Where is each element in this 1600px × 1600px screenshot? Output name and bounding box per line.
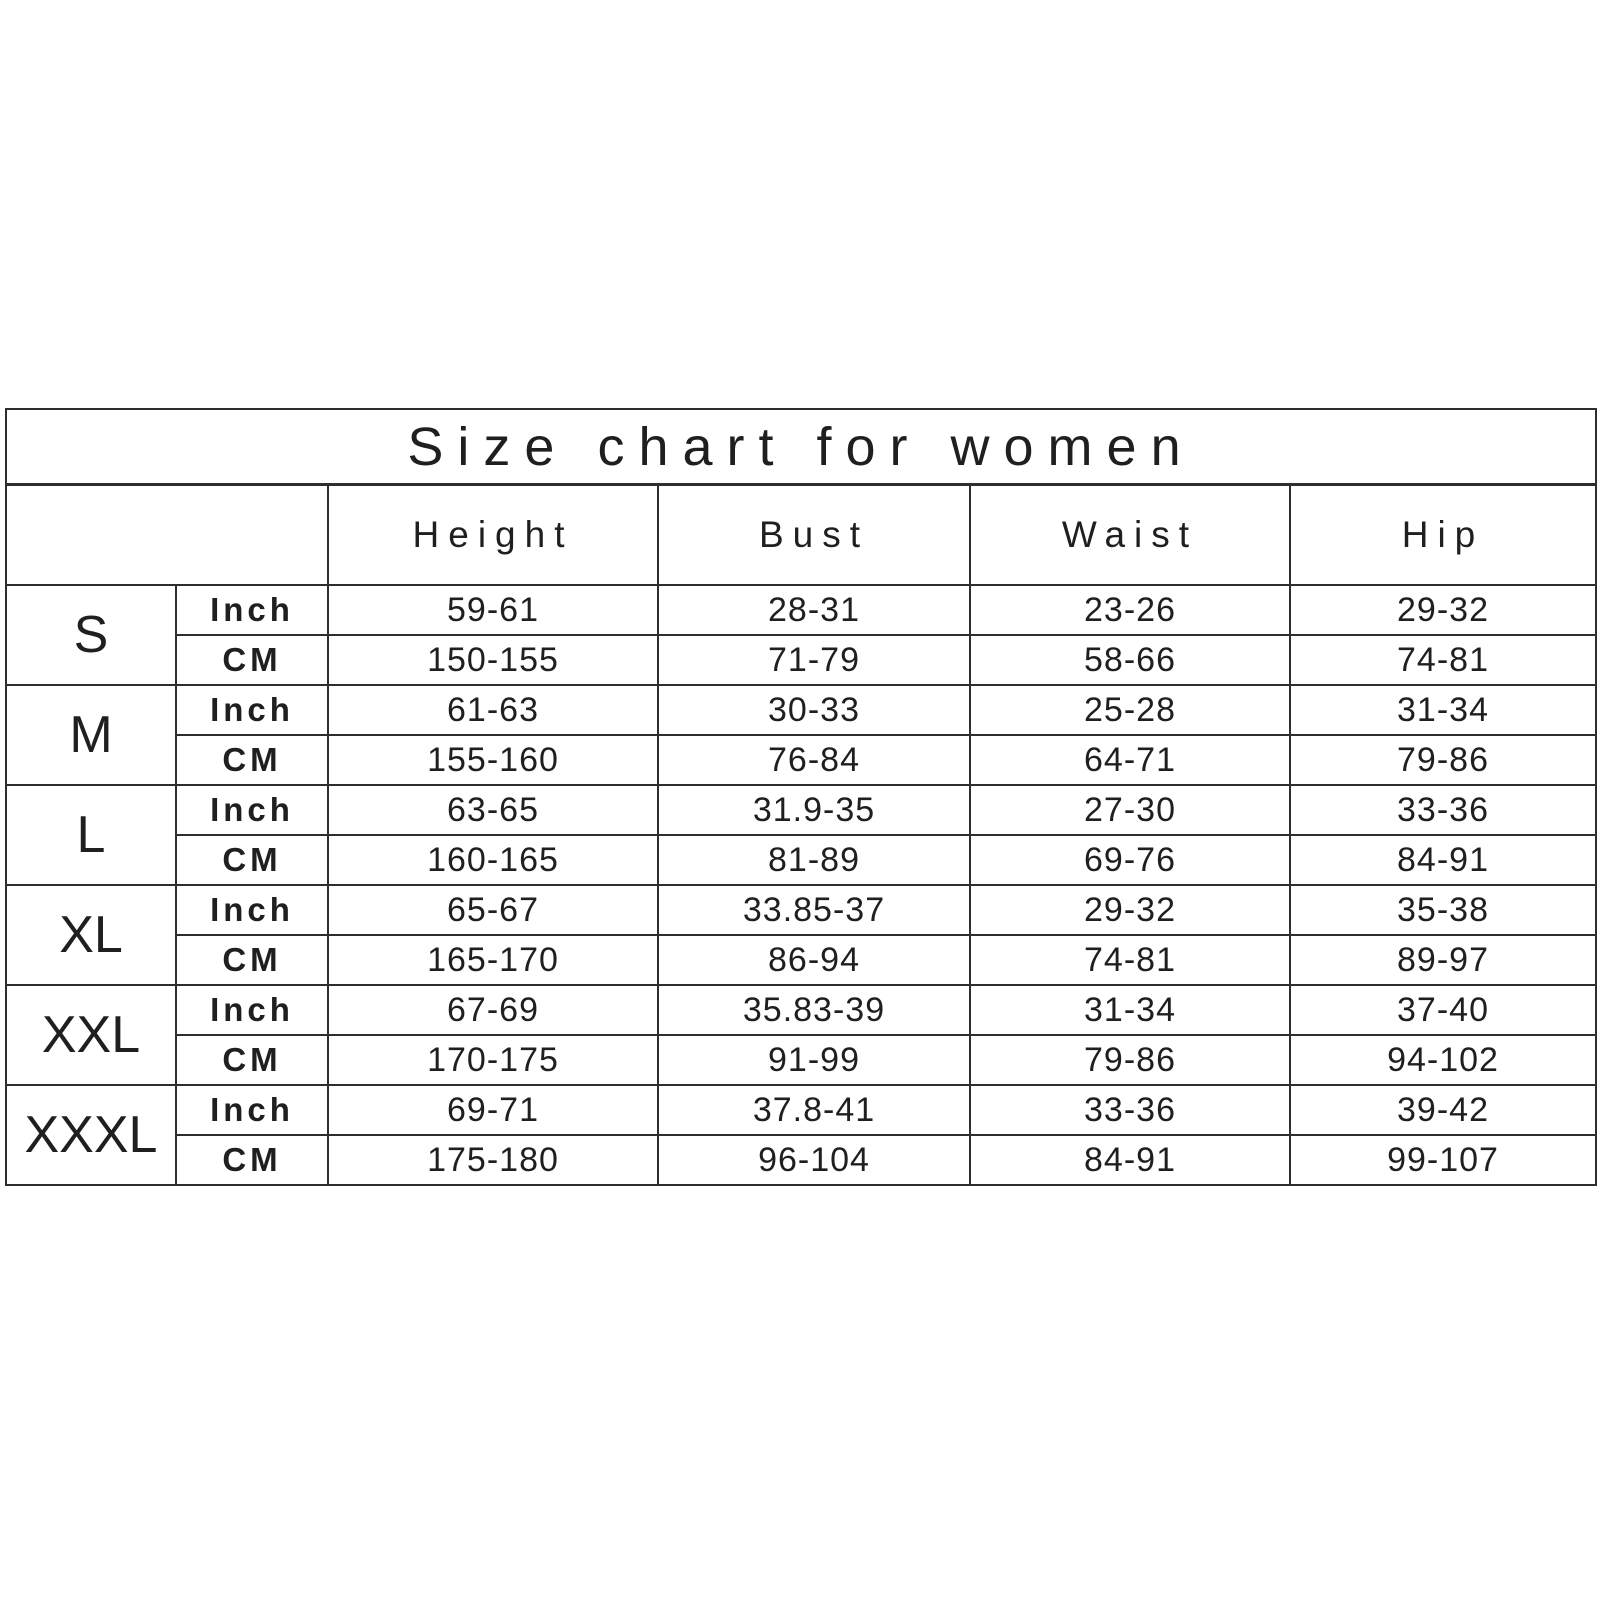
height-value: 160-165 — [328, 835, 658, 885]
corner-empty-cell — [6, 485, 328, 586]
hip-value: 99-107 — [1290, 1135, 1596, 1185]
waist-value: 58-66 — [970, 635, 1290, 685]
unit-label: CM — [176, 1035, 328, 1085]
unit-label: Inch — [176, 985, 328, 1035]
hip-value: 37-40 — [1290, 985, 1596, 1035]
table-row-s-inch — [6, 585, 1596, 635]
height-value: 69-71 — [328, 1085, 658, 1135]
waist-value: 25-28 — [970, 685, 1290, 735]
bust-value: 35.83-39 — [658, 985, 970, 1035]
size-label-l: L — [6, 785, 176, 885]
unit-label: CM — [176, 635, 328, 685]
table-row-s-cm — [6, 635, 1596, 685]
bust-value: 76-84 — [658, 735, 970, 785]
unit-label: Inch — [176, 1085, 328, 1135]
height-value: 175-180 — [328, 1135, 658, 1185]
bust-value: 71-79 — [658, 635, 970, 685]
bust-value: 96-104 — [658, 1135, 970, 1185]
table-row-xxl-inch — [6, 985, 1596, 1035]
col-header-bust: Bust — [658, 485, 970, 586]
height-value: 65-67 — [328, 885, 658, 935]
bust-value: 37.8-41 — [658, 1085, 970, 1135]
waist-value: 27-30 — [970, 785, 1290, 835]
unit-label: CM — [176, 935, 328, 985]
unit-label: CM — [176, 835, 328, 885]
hip-value: 79-86 — [1290, 735, 1596, 785]
hip-value: 29-32 — [1290, 585, 1596, 635]
col-header-hip: Hip — [1290, 485, 1596, 586]
bust-value: 91-99 — [658, 1035, 970, 1085]
unit-label: CM — [176, 1135, 328, 1185]
hip-value: 74-81 — [1290, 635, 1596, 685]
height-value: 155-160 — [328, 735, 658, 785]
table-row-xxxl-inch — [6, 1085, 1596, 1135]
col-header-waist: Waist — [970, 485, 1290, 586]
table-row-xl-cm — [6, 935, 1596, 985]
table-row-l-inch — [6, 785, 1596, 835]
bust-value: 86-94 — [658, 935, 970, 985]
waist-value: 33-36 — [970, 1085, 1290, 1135]
unit-label: CM — [176, 735, 328, 785]
waist-value: 84-91 — [970, 1135, 1290, 1185]
height-value: 59-61 — [328, 585, 658, 635]
table-row-xxxl-cm — [6, 1135, 1596, 1185]
bust-value: 31.9-35 — [658, 785, 970, 835]
unit-label: Inch — [176, 885, 328, 935]
title-row — [6, 409, 1596, 485]
hip-value: 35-38 — [1290, 885, 1596, 935]
size-chart-table — [5, 408, 1597, 1186]
height-value: 63-65 — [328, 785, 658, 835]
hip-value: 84-91 — [1290, 835, 1596, 885]
size-label-xl: XL — [6, 885, 176, 985]
waist-value: 74-81 — [970, 935, 1290, 985]
height-value: 61-63 — [328, 685, 658, 735]
waist-value: 64-71 — [970, 735, 1290, 785]
col-header-height: Height — [328, 485, 658, 586]
unit-label: Inch — [176, 685, 328, 735]
hip-value: 33-36 — [1290, 785, 1596, 835]
bust-value: 33.85-37 — [658, 885, 970, 935]
waist-value: 29-32 — [970, 885, 1290, 935]
hip-value: 31-34 — [1290, 685, 1596, 735]
height-value: 170-175 — [328, 1035, 658, 1085]
chart-title: Size chart for women — [6, 409, 1596, 485]
unit-label: Inch — [176, 585, 328, 635]
hip-value: 94-102 — [1290, 1035, 1596, 1085]
unit-label: Inch — [176, 785, 328, 835]
height-value: 67-69 — [328, 985, 658, 1035]
waist-value: 79-86 — [970, 1035, 1290, 1085]
height-value: 165-170 — [328, 935, 658, 985]
size-label-xxl: XXL — [6, 985, 176, 1085]
table-row-xl-inch — [6, 885, 1596, 935]
height-value: 150-155 — [328, 635, 658, 685]
table-row-xxl-cm — [6, 1035, 1596, 1085]
size-label-m: M — [6, 685, 176, 785]
table-row-m-inch — [6, 685, 1596, 735]
table-row-l-cm — [6, 835, 1596, 885]
waist-value: 31-34 — [970, 985, 1290, 1035]
bust-value: 81-89 — [658, 835, 970, 885]
bust-value: 28-31 — [658, 585, 970, 635]
table-row-m-cm — [6, 735, 1596, 785]
size-label-xxxl: XXXL — [6, 1085, 176, 1185]
hip-value: 89-97 — [1290, 935, 1596, 985]
header-row — [6, 485, 1596, 586]
bust-value: 30-33 — [658, 685, 970, 735]
hip-value: 39-42 — [1290, 1085, 1596, 1135]
waist-value: 23-26 — [970, 585, 1290, 635]
size-label-s: S — [6, 585, 176, 685]
waist-value: 69-76 — [970, 835, 1290, 885]
